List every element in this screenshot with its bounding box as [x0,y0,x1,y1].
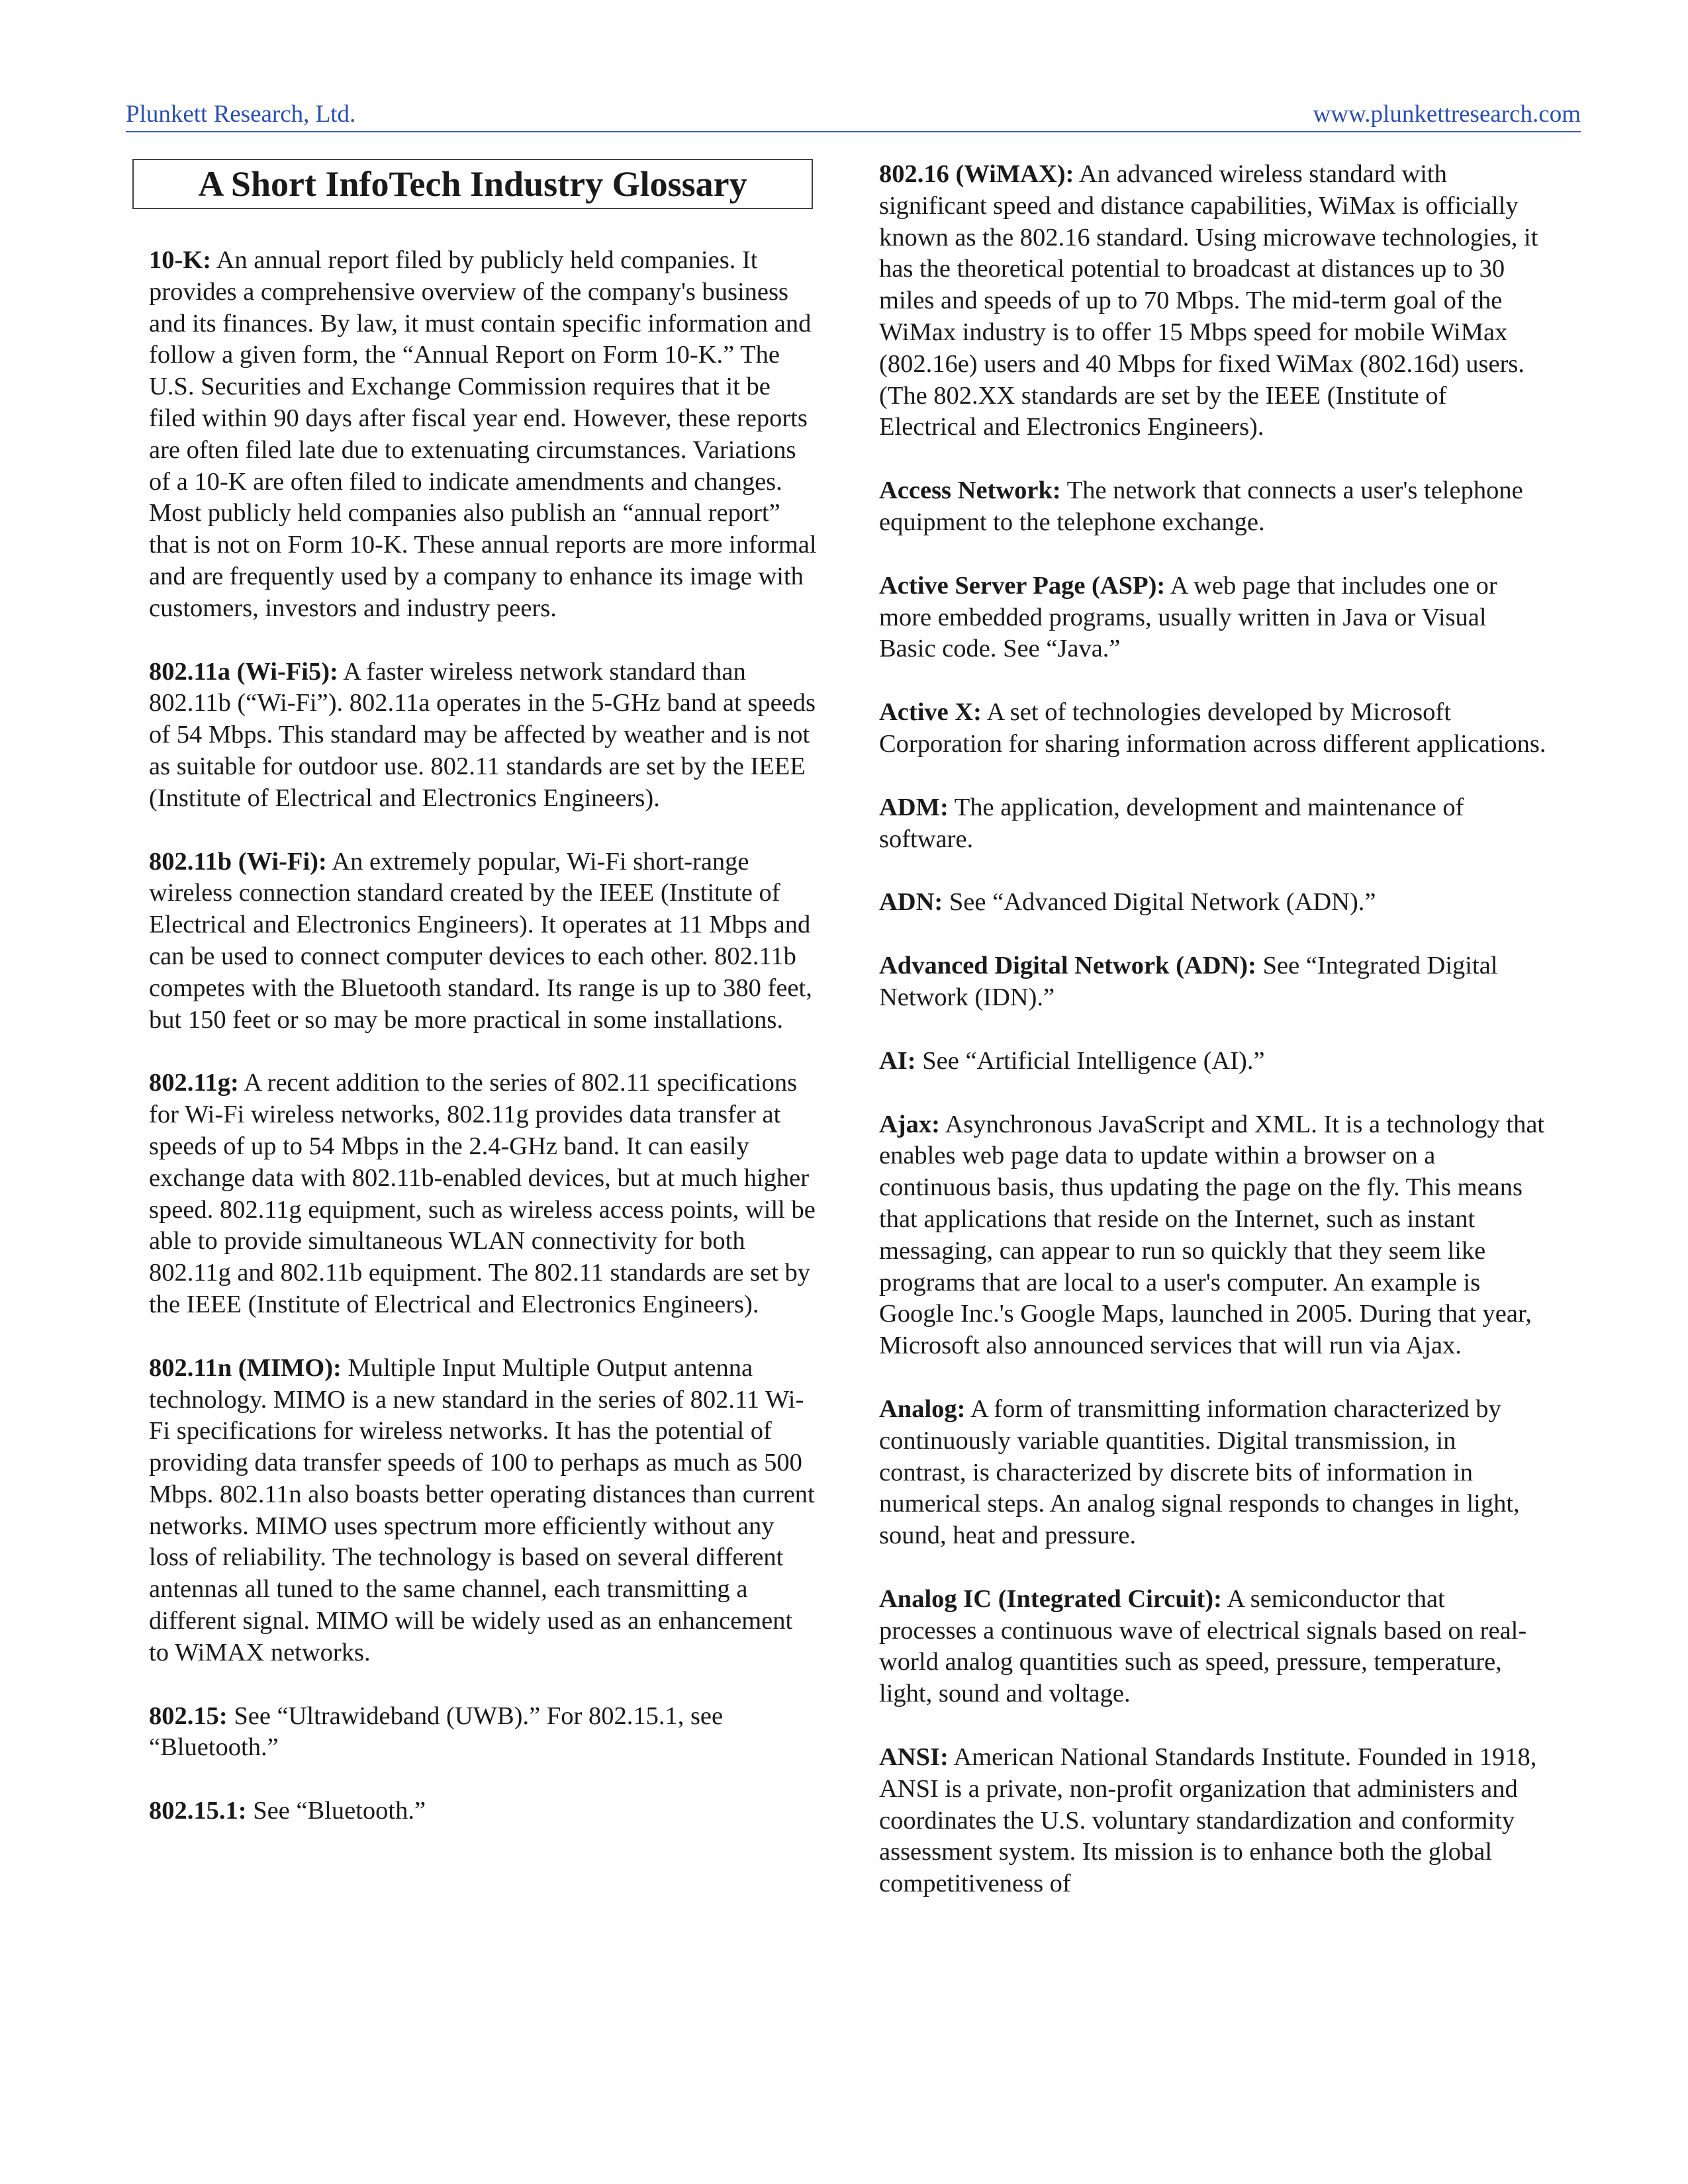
glossary-entry [879,1109,1548,1362]
glossary-entry [149,1701,818,1764]
glossary-term: 802.15: [149,1702,228,1730]
page-title: A Short InfoTech Industry Glossary [198,164,747,204]
glossary-definition: See “Bluetooth.” [246,1797,426,1825]
glossary-term: 10-K: [149,246,212,274]
glossary-term: Advanced Digital Network (ADN): [879,952,1256,980]
publisher-name: Plunkett Research, Ltd. [126,101,356,128]
glossary-definition: The network that connects a user's telephone equipment to the telephone exchange. [879,477,1523,536]
glossary-term: 802.11b (Wi-Fi): [149,847,327,876]
glossary-definition: A semiconductor that processes a continuous wave of electrical signals based on real-world analog quantities such as speed, pressure, temperature, light, sound and voltage. [879,1584,1527,1708]
right-column [879,159,1548,1932]
glossary-entry [149,245,818,625]
glossary-term: Analog: [879,1394,966,1423]
glossary-entry [879,570,1548,665]
title-box [132,159,813,209]
page-header [126,98,1581,132]
glossary-definition: See “Advanced Digital Network (ADN).” [943,888,1376,917]
glossary-term: Active Server Page (ASP): [879,571,1166,600]
glossary-entry [879,792,1548,856]
glossary-term: Active X: [879,698,982,727]
glossary-definition: A faster wireless network standard than 802.11b (“Wi-Fi”). 802.11a operates in the 5-GHz band at speeds of 54 Mbps. This standard may be affected by weather and is not as suitable for outdoor use. 802.11 standards are set by the IEEE (Institute of Electrical and Electronics Engineers). [149,657,816,812]
glossary-definition: A form of transmitting information characterized by continuously variable quantities. Digital transmission, in contrast, is characterized by discrete bits of information in numerical steps. An analog signal responds to changes in light, sound, heat and pressure. [879,1394,1520,1550]
glossary-entry [879,697,1548,760]
glossary-definition: A recent addition to the series of 802.11 specifications for Wi-Fi wireless networks, 802.11g provides data transfer at speeds of up to 54 Mbps in the 2.4-GHz band. It can easily exchange data with 802.11b-enabled devices, but at much higher speed. 802.11g equipment, such as wireless access points, will be able to provide simultaneous WLAN connectivity for both 802.11g and 802.11b equipment. The 802.11 standards are set by the IEEE (Institute of Electrical and Electronics Engineers). [149,1069,816,1318]
glossary-term: ADN: [879,888,943,917]
glossary-definition: Multiple Input Multiple Output antenna technology. MIMO is a new standard in the series of 802.11 Wi-Fi specifications for wireless networks. It has the potential of providing data transfer speeds of 100 to perhaps as much as 500 Mbps. 802.11n also boasts better operating distances than current networks. MIMO uses spectrum more efficiently without any loss of reliability. The technology is based on several different antennas all tuned to the same channel, each transmitting a different signal. MIMO will be widely used as an enhancement to WiMAX networks. [149,1353,815,1666]
glossary-entry [879,1394,1548,1552]
glossary-term: 802.15.1: [149,1797,247,1825]
glossary-term: 802.11g: [149,1069,239,1097]
glossary-entry [149,1353,818,1669]
glossary-entry [879,159,1548,443]
glossary-term: Access Network: [879,477,1061,505]
glossary-entry [879,950,1548,1014]
glossary-definition: American National Standards Institute. Founded in 1918, ANSI is a private, non-profit organization that administers and coordinates the U.S. voluntary standardization and conformity assessment system. Its mission is to enhance both the global competitiveness of [879,1743,1537,1898]
glossary-term: 802.16 (WiMAX): [879,160,1074,188]
glossary-entry [879,887,1548,919]
glossary-term: 802.11a (Wi-Fi5): [149,657,338,686]
glossary-definition: A web page that includes one or more embedded programs, usually written in Java or Visual Basic code. See “Java.” [879,571,1497,663]
glossary-definition: An extremely popular, Wi-Fi short-range wireless connection standard created by the IEEE (Institute of Electrical and Electronics Engineers). It operates at 11 Mbps and can be used to connect computer devices to each other. 802.11b competes with the Bluetooth standard. Its range is up to 380 feet, but 150 feet or so may be more practical in some installations. [149,847,812,1034]
glossary-term: ADM: [879,793,949,821]
glossary-definition: Asynchronous JavaScript and XML. It is a technology that enables web page data to update within a browser on a continuous basis, thus updating the page on the fly. This means that applications that reside on the Internet, such as instant messaging, can appear to run so quickly that they seem like programs that are local to a user's computer. An example is Google Inc.'s Google Maps, launched in 2005. During that year, Microsoft also announced services that will run via Ajax. [879,1110,1545,1360]
glossary-definition: An advanced wireless standard with significant speed and distance capabilities, WiMax is officially known as the 802.16 standard. Using microwave technologies, it has the theoretical potential to broadcast at distances up to 30 miles and speeds of up to 70 Mbps. The mid-term goal of the WiMax industry is to offer 15 Mbps speed for mobile WiMax (802.16e) users and 40 Mbps for fixed WiMax (802.16d) users. (The 802.XX standards are set by the IEEE (Institute of Electrical and Electronics Engineers). [879,160,1538,441]
glossary-entry [879,1584,1548,1710]
glossary-term: Analog IC (Integrated Circuit): [879,1584,1222,1613]
glossary-term: Ajax: [879,1110,940,1138]
glossary-term: AI: [879,1046,916,1075]
glossary-entry [149,657,818,815]
glossary-definition: See “Artificial Intelligence (AI).” [915,1046,1265,1075]
glossary-definition: See “Ultrawideband (UWB).” For 802.15.1, see “Bluetooth.” [149,1702,724,1762]
glossary-entry [149,846,818,1036]
glossary-entry [879,1046,1548,1077]
glossary-entry [879,1742,1548,1900]
glossary-term: ANSI: [879,1743,949,1772]
left-column [149,245,818,1859]
glossary-definition: An annual report filed by publicly held companies. It provides a comprehensive overview of the company's business and its finances. By law, it must contain specific information and follow a given form, the “Annual Report on Form 10-K.” The U.S. Securities and Exchange Commission requires that it be filed within 90 days after fiscal year end. However, these reports are often filed late due to extenuating circumstances. Variations of a 10-K are often filed to indicate amendments and changes. Most publicly held companies also publish an “annual report” that is not on Form 10-K. These annual reports are more informal and are frequently used by a company to enhance its image with customers, investors and industry peers. [149,246,817,622]
glossary-definition: See “Integrated Digital Network (IDN).” [879,952,1498,1011]
glossary-definition: A set of technologies developed by Microsoft Corporation for sharing information across different applications. [879,698,1546,758]
glossary-term: 802.11n (MIMO): [149,1353,342,1382]
glossary-entry [149,1068,818,1320]
glossary-definition: The application, development and maintenance of software. [879,793,1464,853]
glossary-entry [879,475,1548,539]
glossary-entry [149,1796,818,1827]
website-link[interactable]: www.plunkettresearch.com [1313,101,1581,128]
